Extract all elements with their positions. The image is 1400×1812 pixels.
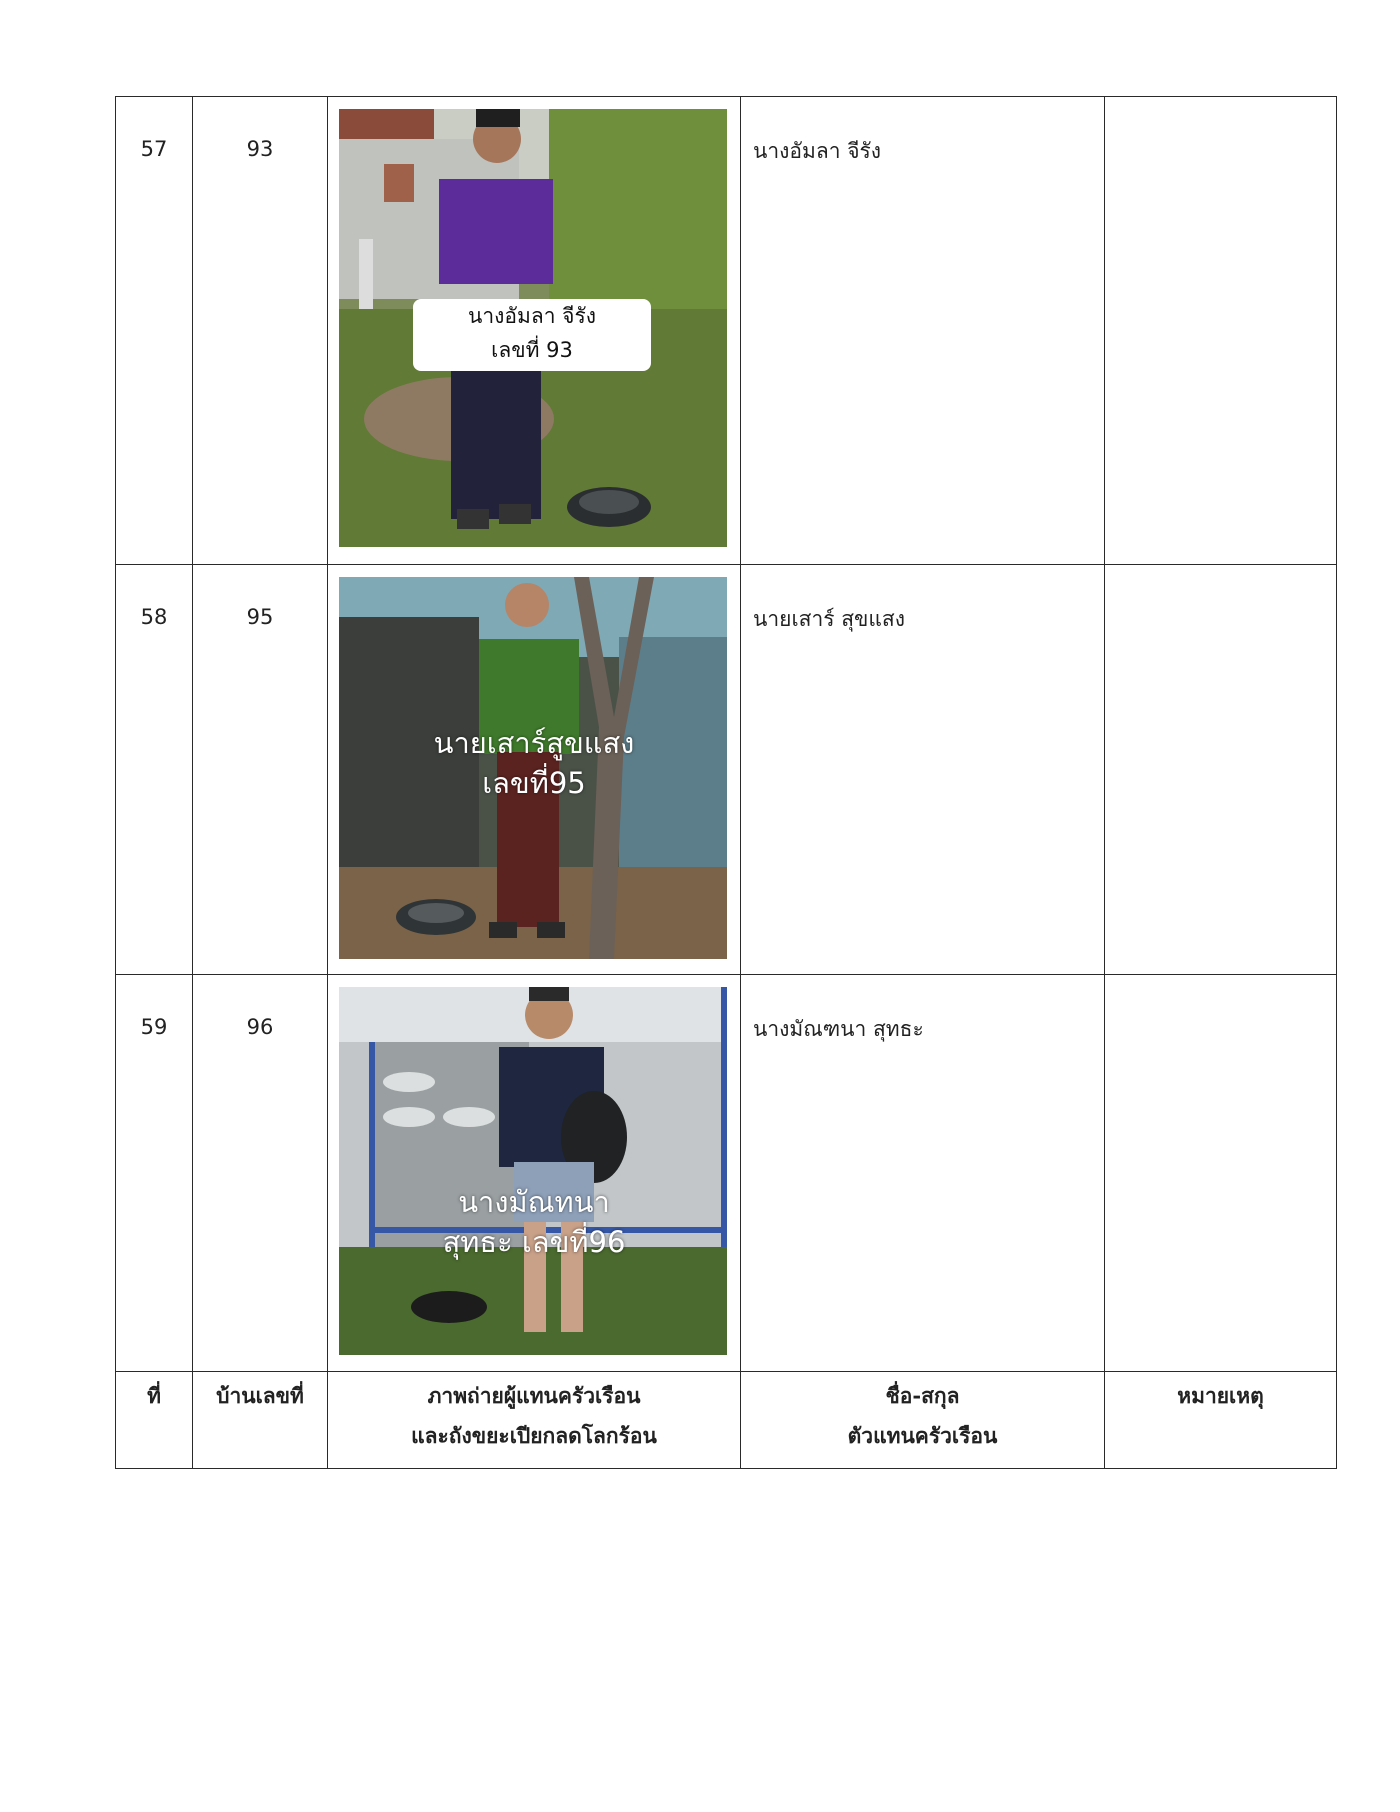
photo-caption: [413, 299, 651, 371]
header-name-line: ชื่อ-สกุล: [885, 1383, 960, 1408]
table-header-row: [116, 1372, 1337, 1469]
caption-line: นางอัมลา จีรัง: [467, 304, 597, 328]
household-name: นายเสาร์ สุขแสง: [741, 565, 1105, 975]
caption-line: นางมัณทนา: [458, 1185, 610, 1219]
header-name-line: ตัวแทนครัวเรือน: [847, 1423, 998, 1448]
photo-cell: [328, 565, 741, 975]
header-note: หมายเหตุ: [1105, 1372, 1337, 1469]
household-photo: [339, 109, 727, 547]
household-table: [115, 96, 1337, 1469]
caption-line: นายเสาร์สูขแสง: [433, 726, 635, 760]
house-number: 96: [193, 975, 328, 1372]
caption-line: เลขที่95: [482, 766, 586, 800]
photo-caption: [379, 723, 689, 803]
photo-cell: [328, 97, 741, 565]
note-cell: [1105, 975, 1337, 1372]
house-number: 95: [193, 565, 328, 975]
header-name: [741, 1372, 1105, 1469]
household-name: นางมัณฑนา สุทธะ: [741, 975, 1105, 1372]
photo-image: [339, 987, 727, 1355]
row-number: 57: [116, 97, 193, 565]
note-cell: [1105, 565, 1337, 975]
household-photo: [339, 987, 727, 1355]
household-photo: [339, 577, 727, 959]
header-photo-line: ภาพถ่ายผู้แทนครัวเรือน: [427, 1383, 641, 1408]
header-photo: [328, 1372, 741, 1469]
note-cell: [1105, 97, 1337, 565]
caption-line: เลขที่ 93: [491, 338, 573, 362]
row-number: 58: [116, 565, 193, 975]
household-name: นางอัมลา จีรัง: [741, 97, 1105, 565]
table-row: [116, 97, 1337, 565]
photo-caption: [379, 1182, 689, 1262]
row-number: 59: [116, 975, 193, 1372]
header-no: ที่: [116, 1372, 193, 1469]
caption-line: สุทธะ เลขที่96: [442, 1225, 626, 1259]
header-photo-line: และถังขยะเปียกลดโลกร้อน: [411, 1423, 657, 1448]
household-table-page: [115, 96, 1336, 1469]
house-number: 93: [193, 97, 328, 565]
table-row: [116, 565, 1337, 975]
photo-cell: [328, 975, 741, 1372]
table-row: [116, 975, 1337, 1372]
header-house-number: บ้านเลขที่: [193, 1372, 328, 1469]
